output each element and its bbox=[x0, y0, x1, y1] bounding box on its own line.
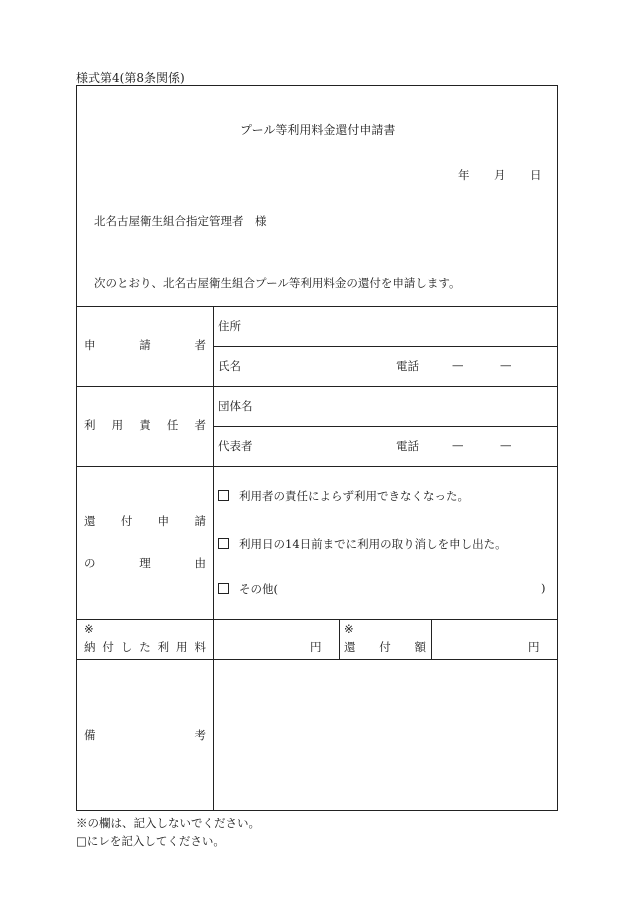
label-char: 額 bbox=[414, 640, 426, 654]
label-char: 請 bbox=[139, 338, 151, 352]
date-day: 日 bbox=[530, 168, 542, 182]
reason-option-text: その他( bbox=[239, 582, 278, 596]
reason-label-line2 bbox=[84, 555, 206, 571]
date-month: 月 bbox=[494, 168, 506, 182]
name-label: 氏名 bbox=[218, 359, 241, 373]
label-char: 納 bbox=[84, 640, 96, 654]
label-char: 還 bbox=[84, 514, 96, 528]
phone-dash: — bbox=[500, 438, 512, 452]
phone-label: 電話 bbox=[396, 359, 419, 373]
footnote-checkbox: □にレを記入してください。 bbox=[76, 834, 225, 848]
office-use-mark: ※ bbox=[344, 622, 354, 636]
divider bbox=[77, 466, 557, 467]
divider bbox=[339, 619, 340, 659]
divider bbox=[213, 306, 214, 810]
label-char: 由 bbox=[194, 556, 206, 570]
responsible-label bbox=[84, 417, 206, 433]
divider bbox=[213, 346, 557, 347]
label-char: 付 bbox=[120, 514, 133, 528]
label-char: 者 bbox=[194, 418, 206, 432]
representative-label: 代表者 bbox=[218, 439, 253, 453]
reason-option-1[interactable] bbox=[218, 488, 469, 504]
phone-dash: — bbox=[452, 438, 464, 452]
phone-dash: — bbox=[452, 358, 464, 372]
intro-text: 次のとおり、北名古屋衛生組合プール等利用料金の還付を申請します。 bbox=[94, 276, 461, 290]
label-char: 料 bbox=[194, 640, 206, 654]
label-char: 利 bbox=[84, 418, 96, 432]
address-label: 住所 bbox=[218, 319, 241, 333]
label-char: 責 bbox=[139, 418, 151, 432]
application-form bbox=[76, 85, 558, 811]
label-char: た bbox=[139, 640, 151, 654]
label-char: 申 bbox=[157, 514, 170, 528]
label-char: 申 bbox=[84, 338, 96, 352]
footnote-office-use: ※の欄は、記入しないでください。 bbox=[76, 816, 260, 830]
checkbox[interactable] bbox=[218, 538, 229, 549]
reason-option-text: 利用者の責任によらず利用できなくなった。 bbox=[239, 489, 469, 503]
label-char: 還 bbox=[344, 640, 356, 654]
reason-option-2[interactable] bbox=[218, 536, 507, 552]
divider bbox=[213, 426, 557, 427]
refund-yen: 円 bbox=[528, 640, 540, 654]
label-char: 利 bbox=[157, 640, 170, 654]
other-close-paren: ) bbox=[541, 581, 546, 595]
label-char: 付 bbox=[379, 640, 391, 654]
label-char: 用 bbox=[176, 640, 188, 654]
label-char: の bbox=[84, 556, 96, 570]
divider bbox=[77, 386, 557, 387]
form-number: 様式第4(第8条関係) bbox=[76, 71, 185, 85]
divider bbox=[431, 619, 432, 659]
label-char: 理 bbox=[139, 556, 151, 570]
office-use-mark: ※ bbox=[84, 622, 94, 636]
paid-fee-yen: 円 bbox=[310, 640, 322, 654]
reason-label-line1 bbox=[84, 513, 206, 529]
checkbox[interactable] bbox=[218, 583, 229, 594]
label-char: し bbox=[120, 640, 133, 654]
refund-amount-label bbox=[344, 639, 426, 655]
label-char: 請 bbox=[194, 514, 206, 528]
label-char: 任 bbox=[166, 418, 179, 432]
applicant-label bbox=[84, 337, 206, 353]
reason-option-other[interactable] bbox=[218, 581, 278, 597]
group-name-label: 団体名 bbox=[218, 399, 253, 413]
label-char: 用 bbox=[111, 418, 124, 432]
phone-label: 電話 bbox=[396, 439, 419, 453]
divider bbox=[77, 619, 557, 620]
addressee: 北名古屋衛生組合指定管理者 様 bbox=[94, 214, 267, 228]
divider bbox=[77, 659, 557, 660]
label-char: 者 bbox=[194, 338, 206, 352]
label-char: 備 bbox=[84, 728, 96, 742]
form-title: プール等利用料金還付申請書 bbox=[240, 123, 396, 137]
reason-option-text: 利用日の14日前までに利用の取り消しを申し出た。 bbox=[239, 537, 507, 551]
label-char: 考 bbox=[194, 728, 206, 742]
date-year: 年 bbox=[458, 168, 470, 182]
phone-dash: — bbox=[500, 358, 512, 372]
divider bbox=[77, 306, 557, 307]
remarks-label bbox=[84, 727, 206, 743]
paid-fee-label bbox=[84, 639, 206, 655]
label-char: 付 bbox=[102, 640, 114, 654]
checkbox[interactable] bbox=[218, 490, 229, 501]
